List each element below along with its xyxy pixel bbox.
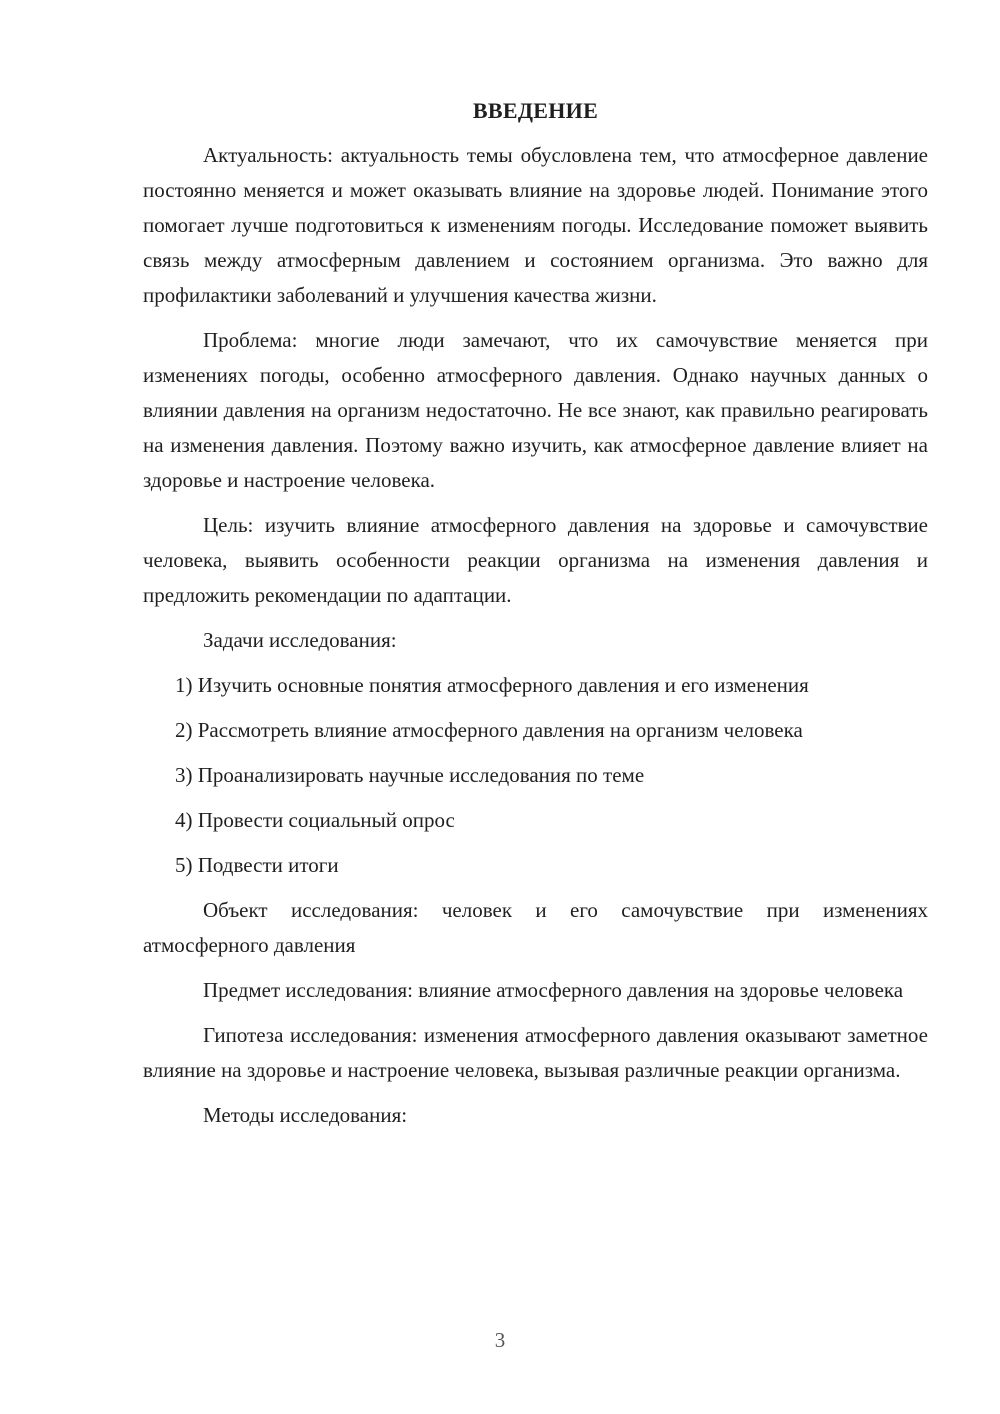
hypothesis-paragraph: Гипотеза исследования: изменения атмосферного давления оказывают заметное влияние на здоровье и настроение человека, вызывая различные реакции организма. — [143, 1023, 928, 1082]
tasks-list — [143, 668, 928, 883]
methods-paragraph: Методы исследования: — [203, 1103, 408, 1127]
object-paragraph: Объект исследования: человек и его самочувствие при изменениях атмосферного давления — [143, 898, 928, 957]
list-item: 5) Подвести итоги — [175, 853, 339, 877]
list-item: 1) Изучить основные понятия атмосферного давления и его изменения — [175, 673, 809, 697]
relevance-paragraph: Актуальность: актуальность темы обусловлена тем, что атмосферное давление постоянно меняется и может оказывать влияние на здоровье людей. Понимание этого помогает лучше подготовиться к изменениям погоды. Исследование поможет выявить связь между атмосферным давлением и состоянием организма. Это важно для профилактики заболеваний и улучшения качества жизни. — [143, 143, 928, 307]
document-heading: ВВЕДЕНИЕ — [472, 98, 599, 123]
list-item: 2) Рассмотреть влияние атмосферного давления на организм человека — [175, 718, 803, 742]
problem-paragraph: Проблема: многие люди замечают, что их самочувствие меняется при изменениях погоды, особенно атмосферного давления. Однако научных данных о влиянии давления на организм недостаточно. Не все знают, как правильно реагировать на изменения давления. Поэтому важно изучить, как атмосферное давление влияет на здоровье и настроение человека. — [143, 328, 928, 492]
list-item: 3) Проанализировать научные исследования по теме — [175, 763, 645, 787]
tasks-heading-paragraph: Задачи исследования: — [203, 628, 397, 652]
subject-paragraph: Предмет исследования: влияние атмосферного давления на здоровье человека — [203, 978, 904, 1002]
list-item: 4) Провести социальный опрос — [175, 808, 455, 832]
page-number: 3 — [494, 1328, 506, 1352]
document-page — [143, 96, 928, 1143]
goal-paragraph: Цель: изучить влияние атмосферного давления на здоровье и самочувствие человека, выявить особенности реакции организма на изменения давления и предложить рекомендации по адаптации. — [143, 513, 928, 607]
